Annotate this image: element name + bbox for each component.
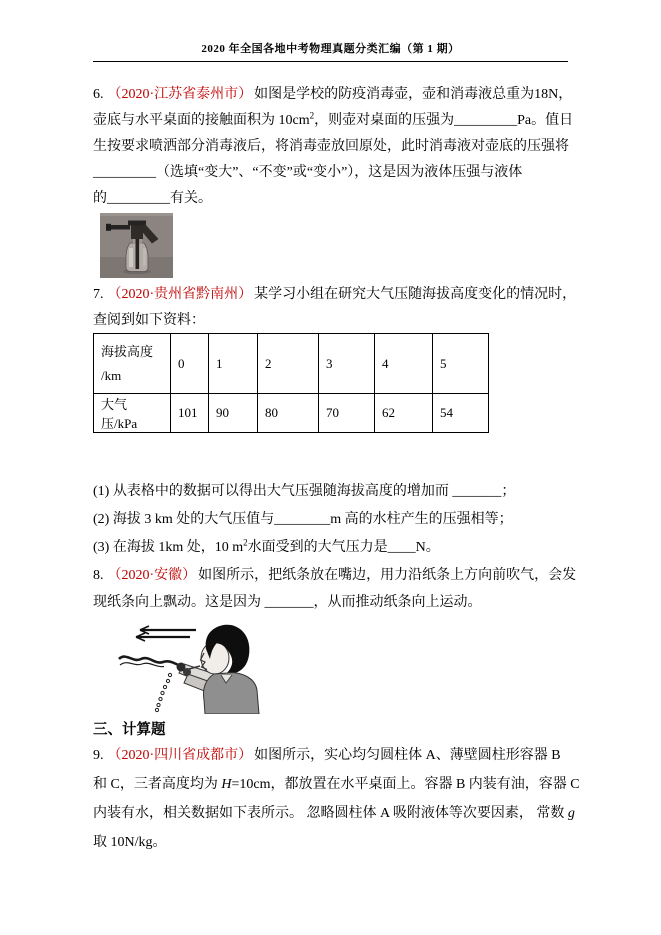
question-7-source-red: （2020·贵州省黔南州）: [107, 287, 253, 302]
q8-boy-blowing-image: [118, 617, 268, 714]
question-9-text-2a: 和 C，三者高度均为: [93, 777, 222, 792]
variable-H: H: [221, 777, 232, 792]
question-6-number: 6.: [93, 87, 104, 102]
question-9-text-1: 如图所示，实心均匀圆柱体 A、薄壁圆柱形容器 B: [254, 748, 561, 763]
question-8-source-red: （2020·安徽）: [107, 568, 197, 583]
table-cell: 62: [375, 394, 433, 433]
question-7-sub-3b: 水面受到的大气压力是____N。: [247, 540, 440, 555]
question-7-superscript-2: 2: [243, 537, 248, 548]
table-cell: 0: [171, 334, 209, 394]
document-header-title: 2020 年全国各地中考物理真题分类汇编（第 1 期）: [201, 43, 460, 55]
question-7-sub-3: [93, 534, 593, 562]
question-8-number: 8.: [93, 568, 104, 583]
question-9: [93, 741, 593, 857]
question-7: [93, 282, 593, 334]
question-7-number: 7.: [93, 287, 104, 302]
question-6: [93, 82, 593, 212]
question-8: [93, 562, 593, 616]
section-3-header: 三、计算题: [93, 722, 166, 738]
question-6-line-4: _________（选填“变大”、“不变”或“变小”），这是因为液体压强与液体: [93, 165, 523, 180]
altitude-label-line2: /km: [101, 367, 122, 383]
question-6-text-2b: ，则壶对桌面的压强为_________Pa。值日: [314, 113, 574, 128]
question-6-line-3: 生按要求喷洒部分消毒液后，将消毒壶放回原处，此时消毒液对壶底的压强将: [93, 139, 569, 154]
table-cell: 1: [209, 334, 258, 394]
question-7-text-1: 某学习小组在研究大气压随海拔高度变化的情况时，: [254, 287, 577, 302]
table-cell: 2: [258, 334, 319, 394]
question-6-text-2a: 壶底与水平桌面的接触面积为 10cm: [93, 113, 310, 128]
question-8-line-2: 现纸条向上飘动。这是因为 _______，从而推动纸条向上运动。: [93, 595, 482, 610]
question-7-sub-1: (1) 从表格中的数据可以得出大气压强随海拔高度的增加而 _______；: [93, 484, 516, 499]
altitude-label-line1: 海拔高度: [101, 343, 154, 359]
question-8-text-1: 如图所示，把纸条放在嘴边，用力沿纸条上方向前吹气，会发: [198, 568, 577, 583]
table-row-altitude: [94, 334, 489, 394]
header-divider-line: [93, 61, 568, 62]
question-7-sub-3a: (3) 在海拔 1km 处，10 m: [93, 540, 244, 555]
table-cell: 54: [433, 394, 489, 433]
question-6-text-1: 如图是学校的防疫消毒壶，壶和消毒液总重为18N，: [254, 87, 573, 102]
question-7-line-2: 查阅到如下资料：: [93, 313, 205, 328]
table-cell: 80: [258, 394, 319, 433]
table-header-altitude: [94, 334, 171, 394]
table-cell: 3: [319, 334, 375, 394]
table-cell: 4: [375, 334, 433, 394]
question-9-source-red: （2020·四川省成都市）: [107, 748, 253, 763]
question-7-subquestions: [93, 478, 593, 562]
q6-disinfection-sprayer-image: [100, 213, 173, 278]
question-9-number: 9.: [93, 748, 104, 763]
table-cell: 90: [209, 394, 258, 433]
question-6-line-5: 的_________有关。: [93, 191, 212, 206]
variable-g: g: [567, 806, 575, 821]
question-9-line-2: [93, 770, 593, 799]
table-row-pressure: [94, 394, 489, 433]
question-9-text-2b: =10cm，都放置在水平桌面上。容器 B 内装有油，容器 C: [231, 777, 580, 792]
table-cell: 5: [433, 334, 489, 394]
question-8-line-1: [93, 562, 593, 589]
question-9-text-3a: 内装有水，相关数据如下表所示。 忽略圆柱体 A 吸附液体等次要因素， 常数: [93, 806, 568, 821]
question-9-line-1: [93, 741, 593, 770]
question-9-line-3: [93, 799, 593, 828]
table-cell: 101: [171, 394, 209, 433]
question-7-line-1: [93, 282, 593, 308]
question-6-line-1: [93, 82, 593, 108]
table-header-pressure: 大气压/kPa: [94, 394, 171, 433]
table-cell: 70: [319, 394, 375, 433]
question-6-source-red: （2020·江苏省泰州市）: [107, 87, 253, 102]
question-7-sub-2: (2) 海拔 3 km 处的大气压值与________m 高的水柱产生的压强相等；: [93, 512, 513, 527]
question-6-line-2: [93, 108, 593, 134]
question-9-line-4: 取 10N/kg。: [93, 835, 167, 850]
question-6-superscript-2: 2: [309, 110, 315, 121]
altitude-pressure-table: [93, 333, 489, 433]
